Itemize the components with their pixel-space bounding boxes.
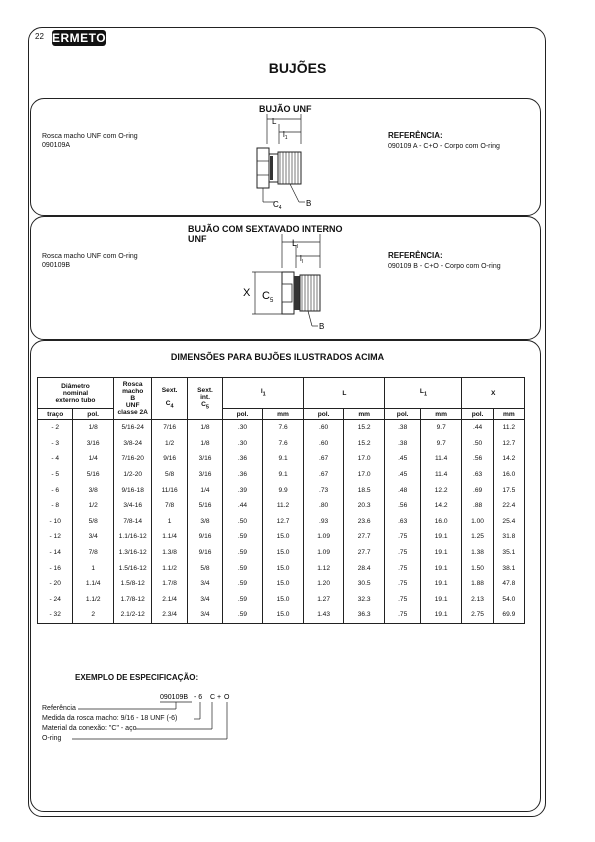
spec-code-part3: C bbox=[210, 694, 216, 701]
cell-rosca: 3/4-16 bbox=[113, 498, 152, 514]
section2-reference-text: 090109 B - C+O - Corpo com O-ring bbox=[388, 263, 501, 270]
cell-l1-mm: 15.0 bbox=[262, 576, 304, 592]
cell-l1-mm: 7.6 bbox=[262, 436, 304, 452]
cell-pol: 1.1/4 bbox=[73, 576, 114, 592]
dim-l1-label: $l_1$ bbox=[283, 130, 288, 141]
cell-X-mm: 11.2 bbox=[493, 420, 524, 436]
cell-sext-int: 3/4 bbox=[187, 607, 222, 623]
section1-description: Rosca macho UNF com O-ring 090109A bbox=[42, 133, 138, 149]
cell-l1-pol: .44 bbox=[223, 498, 263, 514]
cell-L-pol: .80 bbox=[304, 498, 344, 514]
cell-rosca: 2.1/2-12 bbox=[113, 607, 152, 623]
bujao-unf-diagram bbox=[235, 110, 345, 214]
dim-L-label: L bbox=[272, 117, 277, 126]
header-l1-pol: pol. bbox=[223, 409, 263, 420]
cell-L1-mm: 14.2 bbox=[420, 498, 462, 514]
cell-l1-pol: .39 bbox=[223, 482, 263, 498]
dim-l1-label-2: $l_l$ bbox=[300, 254, 303, 265]
cell-L-pol: 1.12 bbox=[304, 560, 344, 576]
cell-traco: - 6 bbox=[38, 482, 73, 498]
table-row bbox=[38, 451, 525, 467]
table-row bbox=[38, 576, 525, 592]
cell-X-pol: .88 bbox=[462, 498, 493, 514]
cell-sext: 1.1/4 bbox=[152, 529, 187, 545]
cell-traco: - 16 bbox=[38, 560, 73, 576]
cell-l1-pol: .30 bbox=[223, 420, 263, 436]
cell-L-mm: 17.0 bbox=[343, 467, 385, 483]
cell-L1-mm: 19.1 bbox=[420, 607, 462, 623]
cell-traco: - 4 bbox=[38, 451, 73, 467]
cell-X-mm: 22.4 bbox=[493, 498, 524, 514]
cell-L1-mm: 19.1 bbox=[420, 592, 462, 608]
cell-L1-pol: .38 bbox=[385, 436, 420, 452]
cell-L-mm: 27.7 bbox=[343, 545, 385, 561]
header-traco: traço bbox=[38, 409, 73, 420]
cell-L1-pol: .38 bbox=[385, 420, 420, 436]
cell-X-mm: 31.8 bbox=[493, 529, 524, 545]
cell-l1-mm: 7.6 bbox=[262, 420, 304, 436]
header-L-mm: mm bbox=[343, 409, 385, 420]
table-row bbox=[38, 420, 525, 436]
cell-traco: - 12 bbox=[38, 529, 73, 545]
cell-X-mm: 16.0 bbox=[493, 467, 524, 483]
header-X-mm: mm bbox=[493, 409, 524, 420]
table-row bbox=[38, 436, 525, 452]
table-row bbox=[38, 529, 525, 545]
cell-pol: 5/16 bbox=[73, 467, 114, 483]
cell-sext-int: 1/4 bbox=[187, 482, 222, 498]
spec-label-material: Material da conexão: "C" - aço bbox=[42, 725, 137, 732]
section2-reference-heading: REFERÊNCIA: bbox=[388, 251, 443, 260]
cell-L-mm: 30.5 bbox=[343, 576, 385, 592]
table-row bbox=[38, 560, 525, 576]
cell-pol: 1/4 bbox=[73, 451, 114, 467]
section1-reference-heading: REFERÊNCIA: bbox=[388, 131, 443, 140]
cell-L-mm: 27.7 bbox=[343, 529, 385, 545]
cell-pol: 3/8 bbox=[73, 482, 114, 498]
cell-l1-pol: .59 bbox=[223, 560, 263, 576]
cell-L1-mm: 19.1 bbox=[420, 560, 462, 576]
header-X: X bbox=[462, 378, 525, 409]
cell-X-pol: 1.38 bbox=[462, 545, 493, 561]
table-row bbox=[38, 592, 525, 608]
dim-B-label: B bbox=[306, 199, 312, 208]
cell-L-pol: .60 bbox=[304, 420, 344, 436]
cell-l1-pol: .59 bbox=[223, 545, 263, 561]
cell-pol: 1 bbox=[73, 560, 114, 576]
spec-code: 090109B bbox=[160, 694, 189, 701]
cell-l1-mm: 9.9 bbox=[262, 482, 304, 498]
cell-sext-int: 5/16 bbox=[187, 498, 222, 514]
cell-pol: 3/4 bbox=[73, 529, 114, 545]
spec-code-part2: - 6 bbox=[194, 694, 203, 701]
cell-L1-pol: .75 bbox=[385, 545, 420, 561]
header-sext: Sext. $C_4$ bbox=[152, 378, 187, 420]
cell-sext: 7/16 bbox=[152, 420, 187, 436]
cell-sext-int: 3/8 bbox=[187, 514, 222, 530]
cell-rosca: 1.7/8-12 bbox=[113, 592, 152, 608]
cell-X-mm: 17.5 bbox=[493, 482, 524, 498]
table-row bbox=[38, 482, 525, 498]
cell-sext: 2.1/4 bbox=[152, 592, 187, 608]
cell-traco: - 5 bbox=[38, 467, 73, 483]
cell-l1-mm: 9.1 bbox=[262, 451, 304, 467]
cell-sext-int: 3/16 bbox=[187, 467, 222, 483]
cell-X-pol: 1.25 bbox=[462, 529, 493, 545]
spec-code-plus: + bbox=[217, 694, 222, 701]
cell-traco: - 14 bbox=[38, 545, 73, 561]
cell-l1-pol: .30 bbox=[223, 436, 263, 452]
cell-sext: 1.7/8 bbox=[152, 576, 187, 592]
cell-L-pol: .93 bbox=[304, 514, 344, 530]
cell-rosca: 1.5/16-12 bbox=[113, 560, 152, 576]
cell-pol: 7/8 bbox=[73, 545, 114, 561]
header-L-pol: pol. bbox=[304, 409, 344, 420]
cell-sext: 7/8 bbox=[152, 498, 187, 514]
cell-X-pol: .69 bbox=[462, 482, 493, 498]
cell-L1-pol: .75 bbox=[385, 576, 420, 592]
cell-L1-pol: .45 bbox=[385, 451, 420, 467]
cell-L-pol: 1.43 bbox=[304, 607, 344, 623]
cell-sext-int: 9/16 bbox=[187, 529, 222, 545]
cell-pol: 1.1/2 bbox=[73, 592, 114, 608]
cell-X-mm: 35.1 bbox=[493, 545, 524, 561]
cell-l1-pol: .59 bbox=[223, 607, 263, 623]
cell-L-pol: 1.27 bbox=[304, 592, 344, 608]
dim-C5-label: $C_5$ bbox=[262, 290, 274, 304]
cell-L1-mm: 12.2 bbox=[420, 482, 462, 498]
cell-traco: - 32 bbox=[38, 607, 73, 623]
cell-sext: 2.3/4 bbox=[152, 607, 187, 623]
cell-X-pol: 2.13 bbox=[462, 592, 493, 608]
cell-sext-int: 1/8 bbox=[187, 420, 222, 436]
header-L1-mm: mm bbox=[420, 409, 462, 420]
cell-l1-mm: 11.2 bbox=[262, 498, 304, 514]
dim-C4-label: $C_4$ bbox=[273, 200, 282, 211]
cell-X-mm: 69.9 bbox=[493, 607, 524, 623]
cell-L-mm: 20.3 bbox=[343, 498, 385, 514]
dim-X-label: X bbox=[243, 287, 251, 299]
cell-X-pol: 1.00 bbox=[462, 514, 493, 530]
cell-L-mm: 32.3 bbox=[343, 592, 385, 608]
cell-l1-pol: .50 bbox=[223, 514, 263, 530]
cell-rosca: 1/2-20 bbox=[113, 467, 152, 483]
cell-l1-mm: 15.0 bbox=[262, 560, 304, 576]
cell-L-pol: 1.09 bbox=[304, 545, 344, 561]
table-row bbox=[38, 498, 525, 514]
cell-l1-mm: 15.0 bbox=[262, 592, 304, 608]
spec-diagram bbox=[36, 688, 296, 758]
cell-L-mm: 17.0 bbox=[343, 451, 385, 467]
cell-traco: - 20 bbox=[38, 576, 73, 592]
cell-rosca: 5/16-24 bbox=[113, 420, 152, 436]
cell-sext-int: 3/4 bbox=[187, 592, 222, 608]
cell-traco: - 2 bbox=[38, 420, 73, 436]
page-number: 22 bbox=[35, 32, 44, 41]
header-diametro: Diâmetro nominal externo tubo bbox=[38, 378, 114, 409]
cell-X-mm: 25.4 bbox=[493, 514, 524, 530]
cell-l1-pol: .59 bbox=[223, 576, 263, 592]
cell-pol: 2 bbox=[73, 607, 114, 623]
cell-sext: 1 bbox=[152, 514, 187, 530]
cell-L1-pol: .75 bbox=[385, 529, 420, 545]
cell-L1-pol: .45 bbox=[385, 467, 420, 483]
header-L: L bbox=[304, 378, 385, 409]
cell-L1-mm: 11.4 bbox=[420, 467, 462, 483]
section2-title: BUJÃO COM SEXTAVADO INTERNO UNF bbox=[188, 224, 343, 244]
cell-L1-mm: 9.7 bbox=[420, 436, 462, 452]
spec-code-part4: O bbox=[224, 694, 230, 701]
cell-X-mm: 12.7 bbox=[493, 436, 524, 452]
cell-L1-mm: 19.1 bbox=[420, 545, 462, 561]
cell-X-pol: .50 bbox=[462, 436, 493, 452]
header-l1-mm: mm bbox=[262, 409, 304, 420]
cell-L1-pol: .75 bbox=[385, 592, 420, 608]
cell-L1-pol: .63 bbox=[385, 514, 420, 530]
cell-X-pol: .63 bbox=[462, 467, 493, 483]
cell-L1-pol: .75 bbox=[385, 607, 420, 623]
dim-L1-label: $L_l$ bbox=[292, 238, 299, 250]
cell-L-pol: 1.09 bbox=[304, 529, 344, 545]
cell-traco: - 8 bbox=[38, 498, 73, 514]
table-row bbox=[38, 514, 525, 530]
cell-X-mm: 14.2 bbox=[493, 451, 524, 467]
cell-sext: 1.1/2 bbox=[152, 560, 187, 576]
cell-sext-int: 3/16 bbox=[187, 451, 222, 467]
cell-sext: 1.3/8 bbox=[152, 545, 187, 561]
cell-traco: - 24 bbox=[38, 592, 73, 608]
cell-l1-pol: .59 bbox=[223, 592, 263, 608]
cell-pol: 3/16 bbox=[73, 436, 114, 452]
cell-X-pol: .56 bbox=[462, 451, 493, 467]
cell-L-pol: .67 bbox=[304, 467, 344, 483]
spec-label-oring: O-ring bbox=[42, 735, 62, 742]
cell-pol: 5/8 bbox=[73, 514, 114, 530]
spec-label-medida: Medida da rosca macho: 9/16 - 18 UNF (-6) bbox=[42, 715, 178, 722]
cell-L-mm: 28.4 bbox=[343, 560, 385, 576]
cell-rosca: 9/16-18 bbox=[113, 482, 152, 498]
cell-X-mm: 47.8 bbox=[493, 576, 524, 592]
cell-L-mm: 36.3 bbox=[343, 607, 385, 623]
table-row bbox=[38, 545, 525, 561]
cell-L1-mm: 19.1 bbox=[420, 529, 462, 545]
cell-l1-mm: 15.0 bbox=[262, 529, 304, 545]
header-rosca: Rosca macho B UNF classe 2A bbox=[113, 378, 152, 420]
cell-traco: - 3 bbox=[38, 436, 73, 452]
table-row bbox=[38, 467, 525, 483]
cell-L1-mm: 19.1 bbox=[420, 576, 462, 592]
cell-L-mm: 23.6 bbox=[343, 514, 385, 530]
cell-l1-mm: 9.1 bbox=[262, 467, 304, 483]
spec-label-referencia: Referência bbox=[42, 705, 76, 712]
header-X-pol: pol. bbox=[462, 409, 493, 420]
cell-L-mm: 15.2 bbox=[343, 436, 385, 452]
cell-sext-int: 5/8 bbox=[187, 560, 222, 576]
cell-X-pol: 2.75 bbox=[462, 607, 493, 623]
header-pol: pol. bbox=[73, 409, 114, 420]
cell-L-pol: .60 bbox=[304, 436, 344, 452]
cell-L-mm: 18.5 bbox=[343, 482, 385, 498]
ermeto-logo: ERMETO bbox=[52, 31, 107, 45]
page-title: BUJÕES bbox=[268, 60, 327, 76]
section1-title: BUJÃO UNF bbox=[259, 104, 312, 114]
header-L1-pol: pol. bbox=[385, 409, 420, 420]
table-title: DIMENSÕES PARA BUJÕES ILUSTRADOS ACIMA bbox=[170, 352, 385, 362]
table-row bbox=[38, 607, 525, 623]
cell-L1-mm: 9.7 bbox=[420, 420, 462, 436]
section1-reference-text: 090109 A - C+O - Corpo com O-ring bbox=[388, 143, 500, 150]
cell-rosca: 7/8-14 bbox=[113, 514, 152, 530]
cell-sext-int: 9/16 bbox=[187, 545, 222, 561]
cell-pol: 1/2 bbox=[73, 498, 114, 514]
cell-X-pol: .44 bbox=[462, 420, 493, 436]
spec-title: EXEMPLO DE ESPECIFICAÇÃO: bbox=[75, 673, 199, 682]
dim-B-label-2: B bbox=[319, 322, 325, 331]
header-l1: $l_1$ bbox=[223, 378, 304, 409]
cell-L1-mm: 16.0 bbox=[420, 514, 462, 530]
cell-sext: 1/2 bbox=[152, 436, 187, 452]
cell-X-pol: 1.50 bbox=[462, 560, 493, 576]
cell-pol: 1/8 bbox=[73, 420, 114, 436]
cell-sext-int: 3/4 bbox=[187, 576, 222, 592]
cell-L1-pol: .48 bbox=[385, 482, 420, 498]
cell-l1-pol: .36 bbox=[223, 451, 263, 467]
cell-sext: 5/8 bbox=[152, 467, 187, 483]
cell-l1-mm: 15.0 bbox=[262, 545, 304, 561]
cell-L-pol: 1.20 bbox=[304, 576, 344, 592]
cell-l1-mm: 12.7 bbox=[262, 514, 304, 530]
cell-sext: 9/16 bbox=[152, 451, 187, 467]
cell-L1-pol: .75 bbox=[385, 560, 420, 576]
cell-L1-pol: .56 bbox=[385, 498, 420, 514]
cell-l1-mm: 15.0 bbox=[262, 607, 304, 623]
cell-l1-pol: .36 bbox=[223, 467, 263, 483]
cell-rosca: 1.1/16-12 bbox=[113, 529, 152, 545]
dimensions-table bbox=[37, 377, 525, 624]
cell-L-pol: .73 bbox=[304, 482, 344, 498]
cell-rosca: 1.5/8-12 bbox=[113, 576, 152, 592]
cell-X-pol: 1.88 bbox=[462, 576, 493, 592]
header-L1: $L_1$ bbox=[385, 378, 462, 409]
cell-sext-int: 1/8 bbox=[187, 436, 222, 452]
cell-l1-pol: .59 bbox=[223, 529, 263, 545]
header-sext-int: Sext. int. $C_5$ bbox=[187, 378, 222, 420]
cell-L-pol: .67 bbox=[304, 451, 344, 467]
cell-L-mm: 15.2 bbox=[343, 420, 385, 436]
cell-rosca: 7/16-20 bbox=[113, 451, 152, 467]
bujao-sextavado-diagram bbox=[238, 232, 348, 336]
cell-sext: 11/16 bbox=[152, 482, 187, 498]
section2-description: Rosca macho UNF com O-ring 090109B bbox=[42, 253, 138, 269]
cell-X-mm: 54.0 bbox=[493, 592, 524, 608]
cell-rosca: 3/8-24 bbox=[113, 436, 152, 452]
cell-rosca: 1.3/16-12 bbox=[113, 545, 152, 561]
cell-L1-mm: 11.4 bbox=[420, 451, 462, 467]
cell-traco: - 10 bbox=[38, 514, 73, 530]
cell-X-mm: 38.1 bbox=[493, 560, 524, 576]
